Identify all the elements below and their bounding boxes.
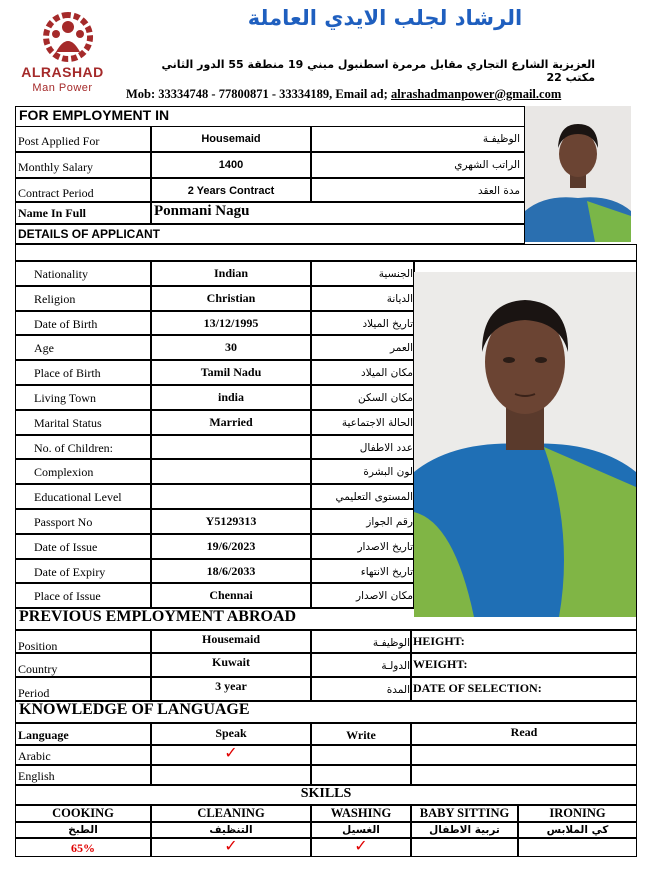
details-label: Date of Issue — [34, 540, 98, 554]
details-label: Date of Expiry — [34, 565, 106, 579]
arabic-company-title: الرشاد لجلب الايدي العاملة — [247, 6, 523, 30]
language-row-cell — [151, 765, 311, 785]
contact-email: alrashadmanpower@gmail.com — [390, 87, 562, 101]
contact-line — [126, 87, 638, 102]
details-value: Indian — [213, 266, 249, 280]
previous-arabic-label: الوظيفـة — [372, 637, 410, 649]
employment-arabic-label: الوظيفـة — [482, 133, 520, 145]
details-arabic-label: مكان الاصدار — [356, 590, 413, 602]
employment-value: Housemaid — [201, 133, 261, 145]
skill-value: ✓ — [224, 836, 238, 855]
skill-arabic-label: الطبخ — [68, 824, 98, 836]
language-header: Speak — [215, 726, 247, 740]
physical-info-label: DATE OF SELECTION: — [413, 681, 542, 695]
language-header: Read — [510, 725, 538, 739]
details-label: Living Town — [34, 391, 96, 405]
details-value: india — [217, 390, 244, 404]
details-arabic-label: رقم الجواز — [366, 516, 413, 528]
details-label: Complexion — [34, 465, 94, 479]
details-arabic-label: تاريخ الميلاد — [362, 318, 413, 330]
language-row-cell — [411, 765, 637, 785]
details-arabic-label: الديانة — [386, 293, 413, 305]
skill-header: COOKING — [52, 806, 114, 820]
details-value: Tamil Nadu — [200, 365, 262, 379]
details-arabic-label: المستوى التعليمي — [335, 491, 413, 503]
physical-info-label: WEIGHT: — [413, 657, 468, 671]
skill-value: ✓ — [354, 836, 368, 855]
previous-arabic-label: المدة — [386, 684, 410, 696]
details-label: Date of Birth — [34, 317, 98, 331]
skill-arabic-label: التنظيف — [209, 824, 253, 836]
details-arabic-label: الحالة الاجتماعية — [341, 417, 413, 429]
details-arabic-label: مكان السكن — [358, 392, 413, 404]
company-logo — [10, 12, 115, 102]
applicant-name: Ponmani Nagu — [154, 203, 250, 219]
skill-header: CLEANING — [197, 806, 265, 820]
skill-value-cell — [411, 838, 518, 857]
details-value: 19/6/2023 — [206, 539, 256, 553]
details-arabic-label: مكان الميلاد — [361, 367, 413, 379]
language-header: Language — [18, 728, 69, 742]
skill-arabic-label: تربية الاطفال — [429, 824, 500, 836]
employment-label: Monthly Salary — [18, 160, 93, 174]
details-arabic-label: الجنسية — [378, 268, 413, 280]
details-label: Age — [34, 341, 54, 355]
skill-header: BABY SITTING — [419, 806, 510, 820]
details-value-cell — [151, 484, 311, 509]
details-label: Place of Issue — [34, 589, 101, 603]
language-row-cell — [311, 745, 411, 765]
previous-label: Position — [18, 639, 58, 653]
employment-label: Contract Period — [18, 186, 94, 200]
previous-label: Period — [18, 686, 50, 700]
skill-arabic-label: الغسيل — [342, 824, 380, 836]
details-arabic-label: عدد الاطفال — [359, 442, 413, 454]
section-title-details: DETAILS OF APPLICANT — [18, 227, 160, 241]
spacer-row — [15, 244, 637, 261]
skill-value-cell — [518, 838, 637, 857]
physical-info-label: HEIGHT: — [413, 634, 465, 648]
details-arabic-label: العمر — [389, 342, 413, 354]
gear-people-icon — [38, 12, 98, 62]
details-value: 13/12/1995 — [203, 316, 259, 330]
employment-label: Post Applied For — [18, 134, 100, 148]
language-row-cell — [311, 765, 411, 785]
employment-value: 2 Years Contract — [187, 185, 275, 197]
previous-arabic-label: الدولـة — [381, 660, 410, 672]
details-label: Place of Birth — [34, 366, 101, 380]
logo-subtitle: Man Power — [32, 82, 93, 94]
previous-value: 3 year — [215, 679, 247, 693]
applicant-photo-small — [525, 106, 631, 242]
details-label: No. of Children: — [34, 441, 113, 455]
details-arabic-label: تاريخ الاصدار — [357, 541, 413, 553]
details-value: 30 — [225, 340, 237, 354]
details-value: Married — [209, 415, 253, 429]
previous-value: Kuwait — [211, 655, 250, 669]
previous-label: Country — [18, 662, 58, 676]
employment-value: 1400 — [218, 159, 244, 171]
skill-value: 65% — [71, 841, 95, 855]
language-header: Write — [346, 728, 376, 742]
details-value: Christian — [206, 291, 256, 305]
details-value-cell — [151, 459, 311, 484]
details-label: Educational Level — [34, 490, 122, 504]
language-name: English — [18, 769, 55, 783]
section-title-previous: PREVIOUS EMPLOYMENT ABROAD — [19, 608, 297, 625]
portrait-image — [414, 272, 636, 617]
language-name: Arabic — [18, 749, 51, 763]
contact-phones: Mob: 33334748 - 77800871 - 33334189, Email ad; — [126, 87, 391, 101]
skill-arabic-label: كي الملابس — [546, 824, 609, 836]
section-title-skills: SKILLS — [300, 786, 352, 801]
details-label: Religion — [34, 292, 76, 306]
applicant-photo-large — [414, 272, 636, 617]
details-value: 18/6/2033 — [206, 564, 256, 578]
details-value: Chennai — [209, 588, 253, 602]
previous-value: Housemaid — [201, 632, 260, 646]
name-label: Name In Full — [18, 206, 87, 220]
details-label: Passport No — [34, 515, 93, 529]
details-label: Marital Status — [34, 416, 102, 430]
details-arabic-label: تاريخ الانتهاء — [360, 566, 413, 578]
section-title-employment: FOR EMPLOYMENT IN — [19, 107, 170, 123]
employment-arabic-label: مدة العقد — [478, 185, 520, 197]
skill-header: IRONING — [549, 806, 606, 820]
language-row-cell — [411, 745, 637, 765]
logo-name: ALRASHAD — [21, 64, 104, 80]
employment-arabic-label: الراتب الشهري — [454, 159, 520, 171]
portrait-image — [525, 106, 631, 242]
details-arabic-label: لون البشرة — [363, 466, 413, 478]
details-value: Y5129313 — [205, 514, 257, 528]
section-title-language: KNOWLEDGE OF LANGUAGE — [19, 701, 250, 718]
skill-header: WASHING — [330, 806, 392, 820]
arabic-address: العزيزية الشارع التجاري مقابل مرمرة اسطنبول مبني 19 منطقة 55 الدور الثاني مكتب 22 — [161, 58, 595, 84]
details-label: Nationality — [34, 267, 88, 281]
language-speak-mark: ✓ — [224, 743, 238, 762]
details-value-cell — [151, 435, 311, 459]
